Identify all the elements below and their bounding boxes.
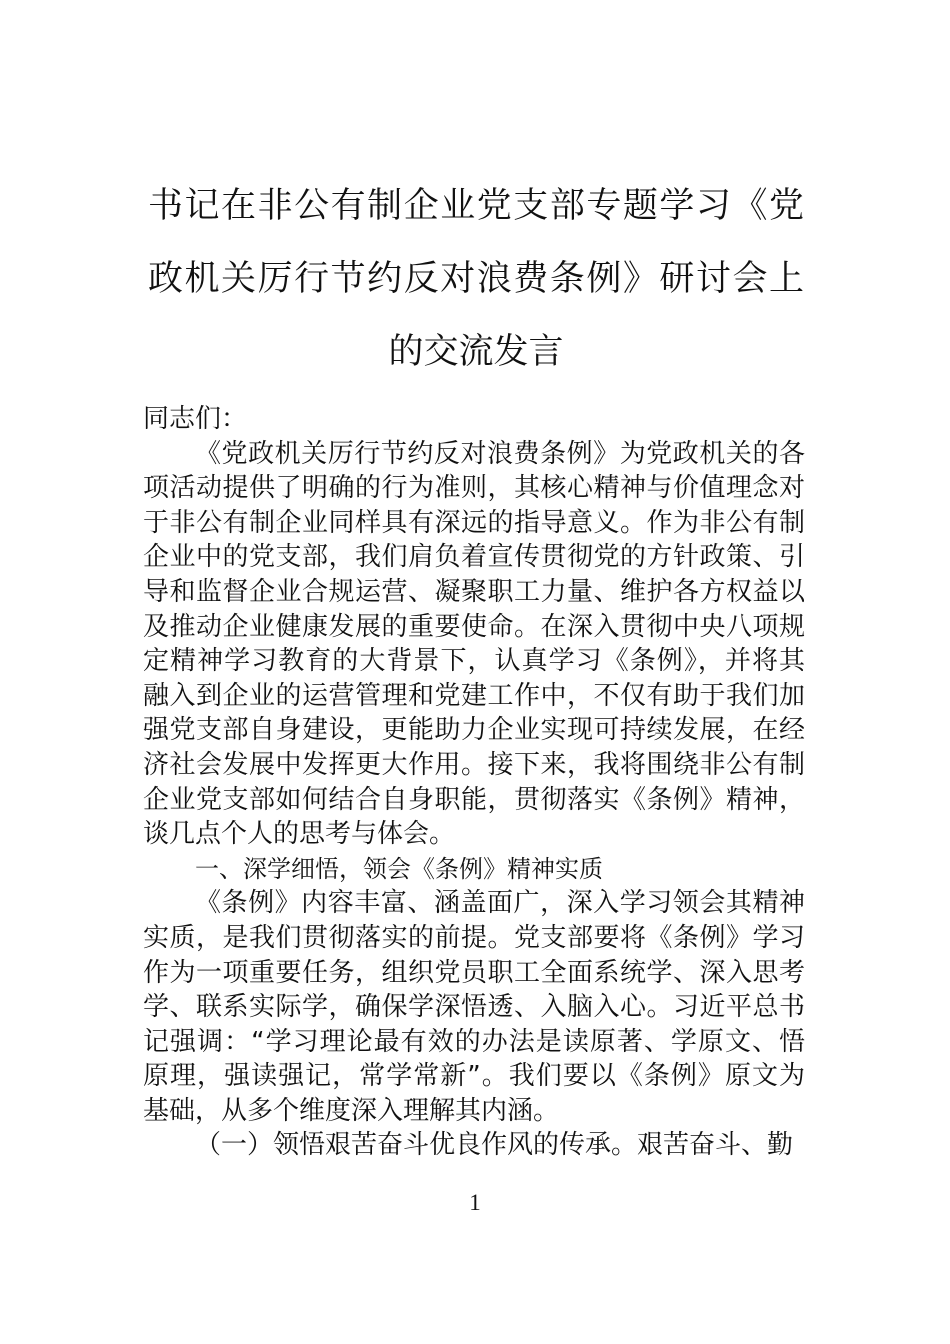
page-number: 1 bbox=[469, 1190, 481, 1215]
intro-paragraph: 《党政机关厉行节约反对浪费条例》为党政机关的各项活动提供了明确的行为准则，其核心精神与价值理念对于非公有制企业同样具有深远的指导意义。作为非公有制企业中的党支部，我们肩负着宣传贯彻党的方针政策、引导和监督企业合规运营、凝聚职工力量、维护各方权益以及推动企业健康发展的重要使命。在深入贯彻中央八项规定精神学习教育的大背景下，认真学习《条例》，并将其融入到企业的运营管理和党建工作中，不仅有助于我们加强党支部自身建设，更能助力企业实现可持续发展，在经济社会发展中发挥更大作用。接下来，我将围绕非公有制企业党支部如何结合自身职能，贯彻落实《条例》精神，谈几点个人的思考与体会。 bbox=[143, 438, 805, 850]
section-paragraph: 《条例》内容丰富、涵盖面广，深入学习领会其精神实质，是我们贯彻落实的前提。党支部要将《条例》学习作为一项重要任务，组织党员职工全面系统学、深入思考学、联系实际学，确保学深悟透、入脑入心。习近平总书记强调：“学习理论最有效的办法是读原著、学原文、悟原理，强读强记，常学常新”。我们要以《条例》原文为基础，从多个维度深入理解其内涵。 bbox=[143, 888, 805, 1126]
document-body bbox=[143, 402, 805, 1163]
greeting: 同志们： bbox=[143, 404, 248, 434]
subsection-paragraph: （一）领悟艰苦奋斗优良作风的传承。艰苦奋斗、勤 bbox=[195, 1130, 794, 1161]
section-heading: 一、深学细悟，领会《条例》精神实质 bbox=[195, 854, 603, 883]
document-title: 书记在非公有制企业党支部专题学习《党政机关厉行节约反对浪费条例》研讨会上的交流发言 bbox=[148, 186, 804, 372]
